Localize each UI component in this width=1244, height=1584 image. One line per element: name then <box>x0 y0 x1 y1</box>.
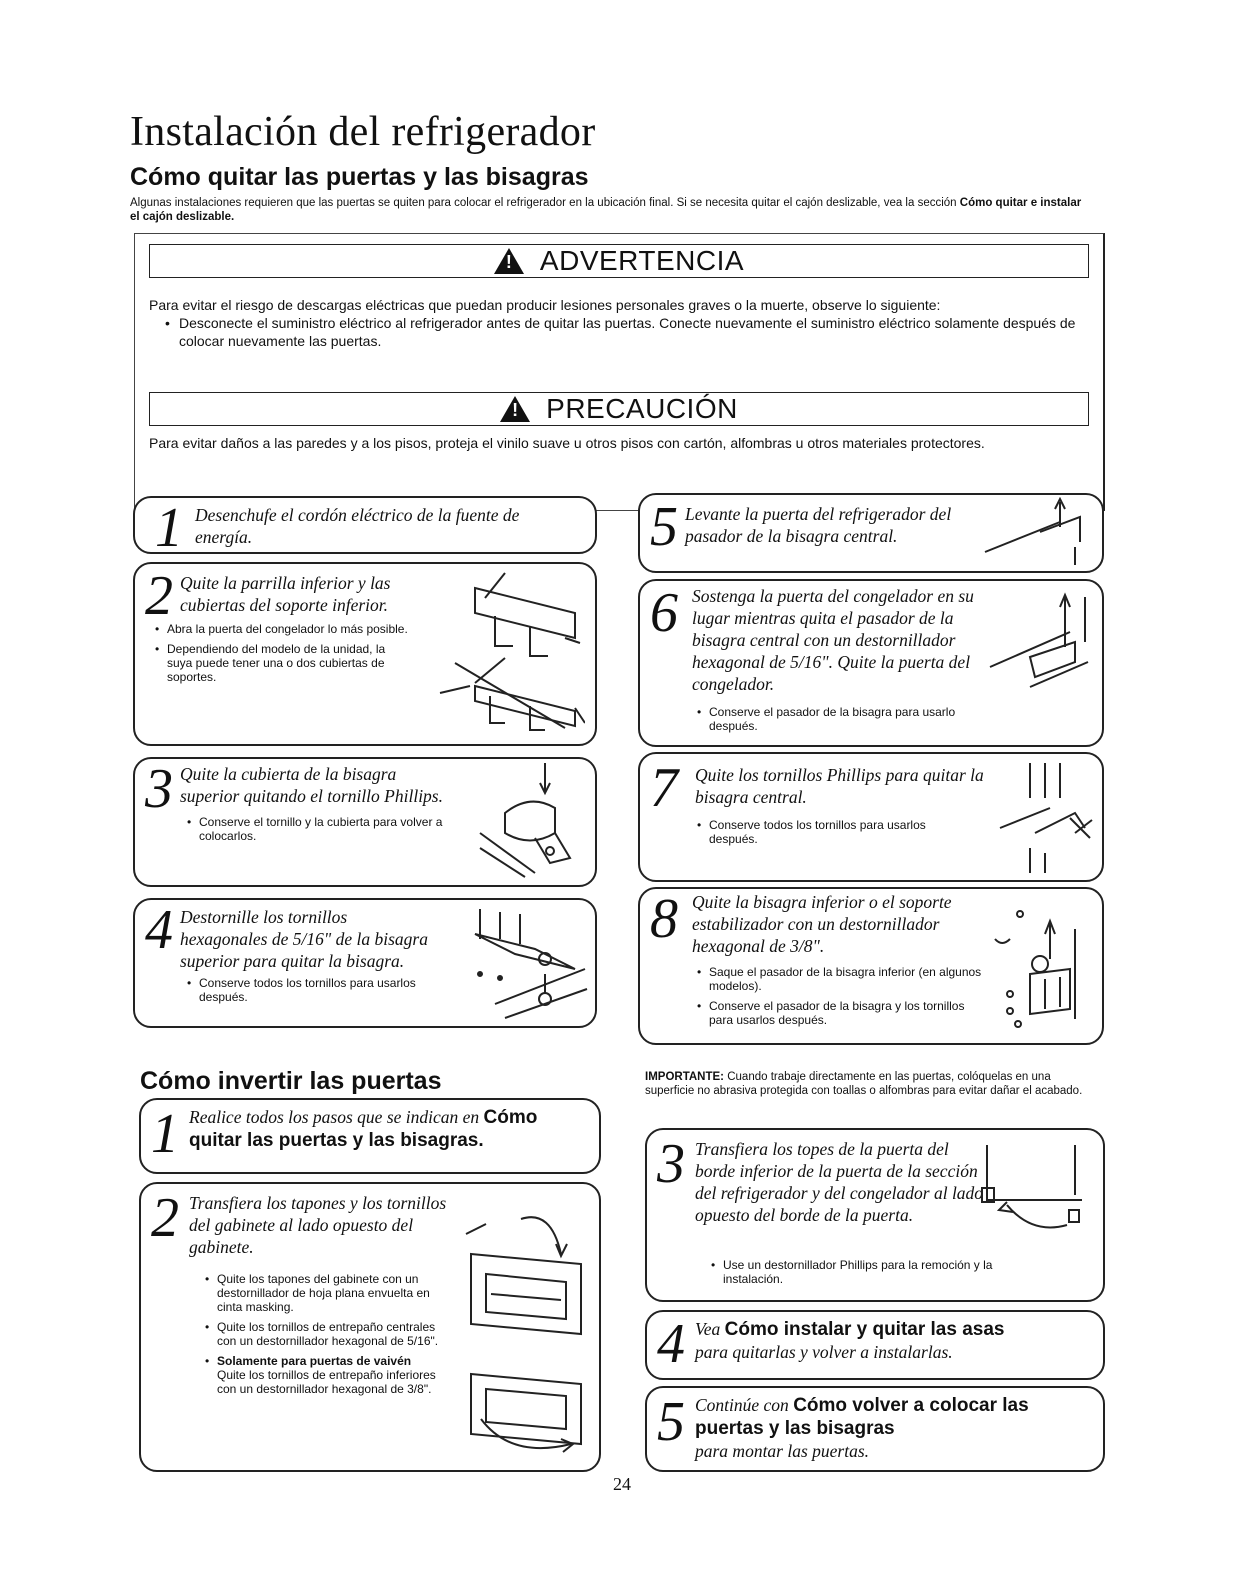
step-number: 4 <box>657 1313 685 1375</box>
page-title: Instalación del refrigerador <box>130 109 596 155</box>
step-text: Desenchufe el cordón eléctrico de la fuente de energía. <box>195 505 520 547</box>
bullet: • Conserve todos los tornillos para usarlos después. <box>709 818 975 846</box>
bullet <box>217 1354 455 1396</box>
step-bullets <box>185 815 455 849</box>
step-text-pre: Continúe con <box>695 1395 789 1415</box>
bullet: • Conserve el pasador de la bisagra para usarlo después. <box>709 705 975 733</box>
step-text: Destornille los tornillos hexagonales de 5/16" de la bisagra superior para quitar la bisagra. <box>180 907 428 971</box>
step-text: Transfiera los tapones y los tornillos del gabinete al lado opuesto del gabinete. <box>189 1193 447 1257</box>
step-bullets <box>695 818 975 852</box>
safety-box <box>134 233 1105 511</box>
bullet: • Conserve todos los tornillos para usarlos después. <box>199 976 445 1004</box>
step-remove-6 <box>638 579 1104 747</box>
step-text: Quite la cubierta de la bisagra superior quitando el tornillo Phillips. <box>180 764 443 806</box>
warning-text-block <box>149 296 1089 350</box>
door-stop-illustration <box>977 1140 1092 1250</box>
step-number: 2 <box>145 565 173 627</box>
important-note <box>645 1070 1095 1098</box>
step-number: 4 <box>145 899 173 961</box>
step-bullets <box>695 965 985 1033</box>
freezer-door-pin-illustration <box>970 587 1095 697</box>
step-remove-2 <box>133 562 597 746</box>
step-text-bold: Cómo quitar las puertas y las bisagras. <box>189 1107 538 1151</box>
warning-bullet: • Desconecte el suministro eléctrico al refrigerador antes de quitar las puertas. Conecte nuevamente el suministro eléctrico solamente después de colocar nuevamente las puertas. <box>179 314 1089 350</box>
step-text: Quite la bisagra inferior o el soporte estabilizador con un destornillador hexagonal de 3/8". <box>692 892 952 956</box>
important-label: IMPORTANTE: <box>645 1071 725 1083</box>
step-text: Levante la puerta del refrigerador del pasador de la bisagra central. <box>685 504 952 546</box>
bullet-bold: Solamente para puertas de vaivén <box>217 1354 412 1368</box>
step-text-pre: Vea <box>695 1319 721 1339</box>
important-text: Cuando trabaje directamente en las puertas, colóquelas en una superficie no abrasiva protegida con toallas o alfombras para evitar dañar el acabado. <box>645 1071 1083 1097</box>
bullet: • Dependiendo del modelo de la unidad, la suya puede tener una o dos cubiertas de soportes. <box>167 642 413 684</box>
step-remove-8 <box>638 887 1104 1045</box>
warning-label: ADVERTENCIA <box>539 245 745 276</box>
step-text-bold: Cómo instalar y quitar las asas <box>724 1319 1005 1340</box>
step-remove-1 <box>133 496 597 559</box>
bullet: • Conserve el tornillo y la cubierta para volver a colocarlos. <box>199 815 455 843</box>
bullet-text: Quite los tornillos de entrepaño inferiores con un destornillador hexagonal de 3/8". <box>217 1368 436 1396</box>
step-text: Sostenga la puerta del congelador en su lugar mientras quita el pasador de la bisagra central con un destornillador hexagonal de 5/16". Quite la puerta del congelador. <box>692 586 974 694</box>
step-reverse-5 <box>645 1386 1105 1472</box>
bullet: • Saque el pasador de la bisagra inferior (en algunos modelos). <box>709 965 985 993</box>
bullet: • Abra la puerta del congelador lo más posible. <box>167 622 413 636</box>
step-number: 5 <box>657 1391 685 1453</box>
step-number: 1 <box>155 497 183 559</box>
step-number: 3 <box>657 1133 685 1195</box>
step-number: 3 <box>145 758 173 820</box>
step-reverse-1 <box>139 1098 601 1174</box>
step-bullets <box>185 976 445 1010</box>
step-remove-4 <box>133 898 597 1028</box>
step-reverse-2 <box>139 1182 601 1472</box>
step-bullets <box>153 622 413 690</box>
step-bullets <box>203 1272 455 1402</box>
step-text: Quite la parrilla inferior y las cubiertas del soporte inferior. <box>180 573 391 615</box>
caution-banner <box>149 392 1089 426</box>
step-remove-7 <box>638 752 1104 882</box>
step-number: 8 <box>650 888 678 950</box>
caution-triangle-icon <box>500 396 530 422</box>
step-bullets <box>695 705 975 739</box>
step-text-bold: Cómo volver a colocar las puertas y las bisagras <box>695 1395 1029 1439</box>
grille-cover-illustration <box>435 568 585 738</box>
warning-banner <box>149 244 1089 278</box>
caution-text: Para evitar daños a las paredes y a los pisos, proteja el vinilo suave u otros pisos con cartón, alfombras u otros materiales protectores. <box>149 435 985 451</box>
bullet: • Quite los tapones del gabinete con un destornillador de hoja plana envuelta en cinta masking. <box>217 1272 455 1314</box>
step-reverse-4 <box>645 1310 1105 1380</box>
step-number: 7 <box>650 757 678 819</box>
step-text-plain: Realice todos los pasos que se indican en <box>189 1107 480 1127</box>
step-number: 5 <box>650 496 678 558</box>
page-number: 24 <box>613 1474 631 1494</box>
step-text <box>189 1106 589 1152</box>
step-number: 2 <box>151 1187 179 1249</box>
center-hinge-screws-illustration <box>980 758 1095 876</box>
intro-paragraph <box>130 196 1090 224</box>
step-remove-5 <box>638 493 1104 573</box>
caution-label: PRECAUCIÓN <box>546 393 738 424</box>
cabinet-plugs-illustration <box>461 1214 591 1464</box>
step-text: Transfiera los topes de la puerta del borde inferior de la puerta de la sección del refrigerador y del congelador al lado opuesto del borde de la puerta. <box>695 1139 984 1225</box>
bottom-hinge-illustration <box>990 899 1095 1034</box>
bullet: • Conserve el pasador de la bisagra y los tornillos para usarlos después. <box>709 999 985 1027</box>
step-text-post: para montar las puertas. <box>695 1441 870 1461</box>
step-remove-3 <box>133 757 597 887</box>
step-text: Quite los tornillos Phillips para quitar la bisagra central. <box>695 765 984 807</box>
section-heading-remove-doors: Cómo quitar las puertas y las bisagras <box>130 163 589 191</box>
step-number: 1 <box>151 1103 179 1165</box>
top-hinge-illustration <box>465 904 590 1022</box>
section-heading-reverse-doors: Cómo invertir las puertas <box>140 1067 442 1095</box>
step-reverse-3 <box>645 1128 1105 1302</box>
step-text-post: para quitarlas y volver a instalarlas. <box>695 1342 953 1362</box>
intro-text: Algunas instalaciones requieren que las puertas se quiten para colocar el refrigerador en la ubicación final. Si se necesita quitar el cajón deslizable, vea la sección <box>130 197 957 209</box>
step-number: 6 <box>650 582 678 644</box>
intro-link-text: Cómo quitar e instalar el cajón deslizable. <box>130 197 1082 223</box>
hinge-cover-illustration <box>475 763 585 878</box>
step-text <box>695 1394 1090 1462</box>
center-hinge-lift-illustration <box>980 497 1095 567</box>
bullet: • Quite los tornillos de entrepaño centrales con un destornillador hexagonal de 5/16". <box>217 1320 455 1348</box>
warning-triangle-icon <box>494 248 524 274</box>
warning-text: Para evitar el riesgo de descargas eléctricas que puedan producir lesiones personales graves o la muerte, observe lo siguiente: <box>149 297 941 313</box>
step-bullets <box>709 1258 1039 1292</box>
step-text <box>695 1318 1095 1363</box>
bullet: • Use un destornillador Phillips para la remoción y la instalación. <box>723 1258 1039 1286</box>
